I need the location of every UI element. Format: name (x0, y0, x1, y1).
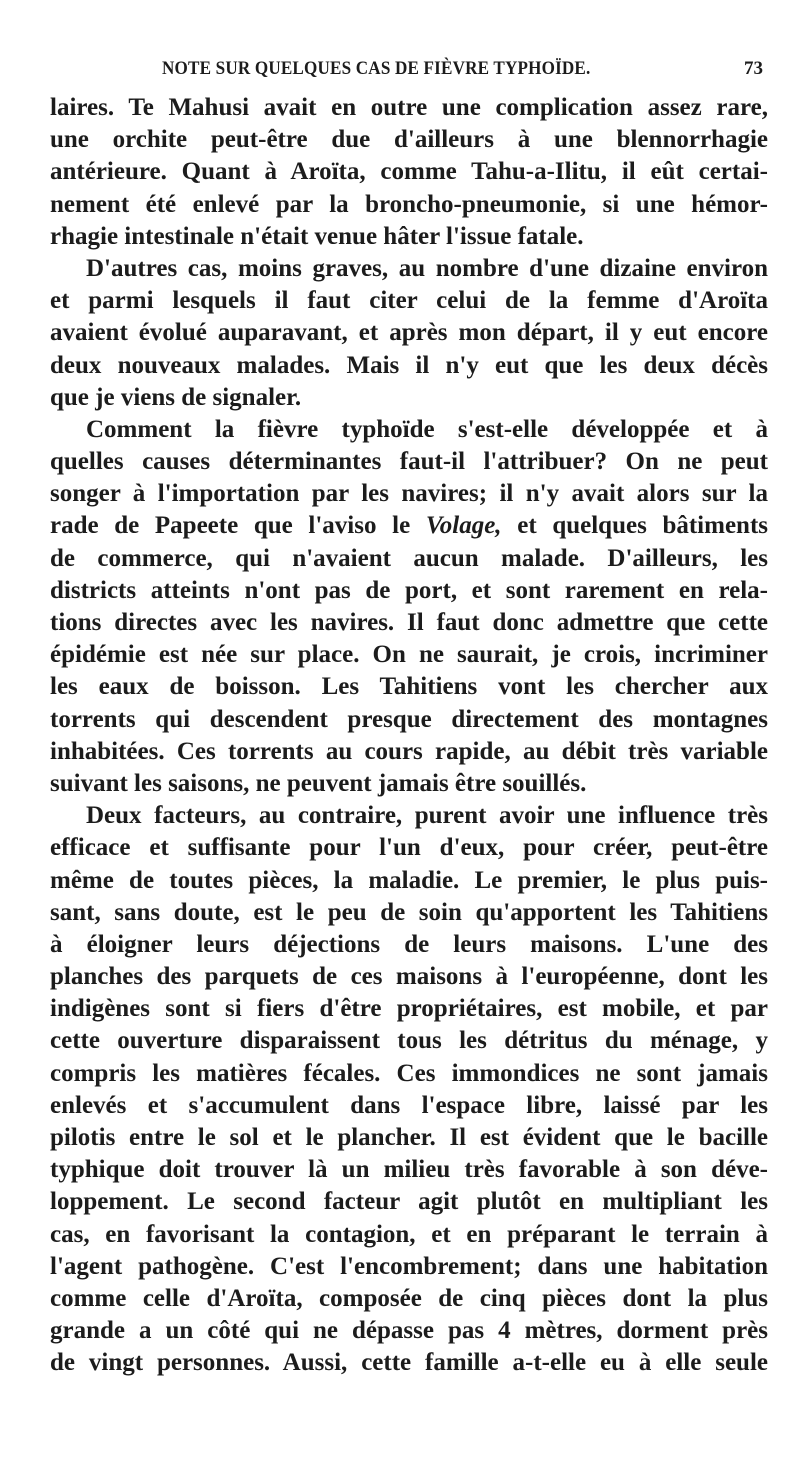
text-line: enlevés et s'accumulent dans l'espace libre, laissé par les (50, 1091, 768, 1119)
text-line: nement été enlevé par la broncho-pneumonie, si une hémor- (50, 190, 768, 218)
text-line: quelles causes déterminantes faut-il l'attribuer? On ne peut (50, 448, 768, 476)
text-line: grande a un côté qui ne dépasse pas 4 mètres, dorment près (50, 1317, 768, 1345)
text-line: Comment la fièvre typhoïde s'est-elle développée et à (86, 415, 768, 443)
text-line: inhabitées. Ces torrents au cours rapide, au débit très variable (50, 737, 768, 765)
text-line: une orchite peut-être due d'ailleurs à une blennorrhagie (50, 126, 768, 154)
text-line: de commerce, qui n'avaient aucun malade. D'ailleurs, les (50, 544, 768, 572)
text-line: suivant les saisons, ne peuvent jamais être souillés. (50, 769, 587, 797)
text-line: pilotis entre le sol et le plancher. Il est évident que le bacille (50, 1124, 768, 1151)
text-line: sant, sans doute, est le peu de soin qu'apportent les Tahitiens (50, 898, 768, 926)
text-line: avaient évolué auparavant, et après mon départ, il y eut encore (50, 319, 768, 347)
body-text (50, 92, 768, 1380)
text-line: tions directes avec les navires. Il faut donc admettre que cette (50, 609, 768, 636)
text-line: songer à l'importation par les navires; il n'y avait alors sur la (50, 480, 768, 508)
text-line: indigènes sont si fiers d'être propriétaires, est mobile, et par (50, 995, 768, 1023)
text-line: districts atteints n'ont pas de port, et sont rarement en rela- (50, 576, 768, 604)
text-line: épidémie est née sur place. On ne saurait, je crois, incriminer (50, 641, 768, 669)
text-line: cette ouverture disparaissent tous les détritus du ménage, y (50, 1027, 768, 1055)
text-line (50, 510, 768, 542)
text-line: que je viens de signaler. (50, 383, 302, 411)
text-line: torrents qui descendent presque directement des montagnes (50, 705, 768, 733)
running-title: NOTE SUR QUELQUES CAS DE FIÈVRE TYPHOÏDE. (162, 58, 591, 79)
text-line: rhagie intestinale n'était venue hâter l'issue fatale. (50, 222, 584, 250)
ship-name: Volage, (425, 512, 502, 540)
page-number: 73 (744, 58, 763, 79)
text-line: et parmi lesquels il faut citer celui de la femme d'Aroïta (50, 287, 768, 315)
text-line: compris les matières fécales. Ces immondices ne sont jamais (50, 1059, 768, 1087)
text-line: les eaux de boisson. Les Tahitiens vont les chercher aux (50, 673, 768, 701)
text-line: typhique doit trouver là un milieu très favorable à son déve- (50, 1156, 768, 1184)
text-segment: et quelques bâtiments (517, 512, 768, 540)
text-line: deux nouveaux malades. Mais il n'y eut que les deux décès (50, 351, 768, 379)
text-line: même de toutes pièces, la maladie. Le premier, le plus puis- (50, 866, 768, 894)
text-line: à éloigner leurs déjections de leurs maisons. L'une des (50, 930, 768, 958)
text-line: antérieure. Quant à Aroïta, comme Tahu-a-Ilitu, il eût certai- (50, 158, 768, 186)
text-line: efficace et suffisante pour l'un d'eux, pour créer, peut-être (50, 834, 768, 862)
text-line: planches des parquets de ces maisons à l'européenne, dont les (50, 963, 768, 991)
page-header (50, 58, 765, 88)
text-line: de vingt personnes. Aussi, cette famille a-t-elle eu à elle seule (50, 1349, 768, 1377)
text-line: loppement. Le second facteur agit plutôt en multipliant les (50, 1188, 768, 1216)
text-line: Deux facteurs, au contraire, purent avoir une influence très (86, 802, 768, 830)
text-line: l'agent pathogène. C'est l'encombrement; dans une habitation (50, 1252, 768, 1280)
text-segment: rade de Papeete que l'aviso le (50, 512, 411, 540)
text-line: comme celle d'Aroïta, composée de cinq pièces dont la plus (50, 1284, 768, 1312)
text-line: D'autres cas, moins graves, au nombre d'une dizaine environ (86, 254, 768, 282)
text-line: cas, en favorisant la contagion, et en préparant le terrain à (50, 1220, 768, 1248)
text-line: laires. Te Mahusi avait en outre une complication assez rare, (50, 94, 768, 121)
